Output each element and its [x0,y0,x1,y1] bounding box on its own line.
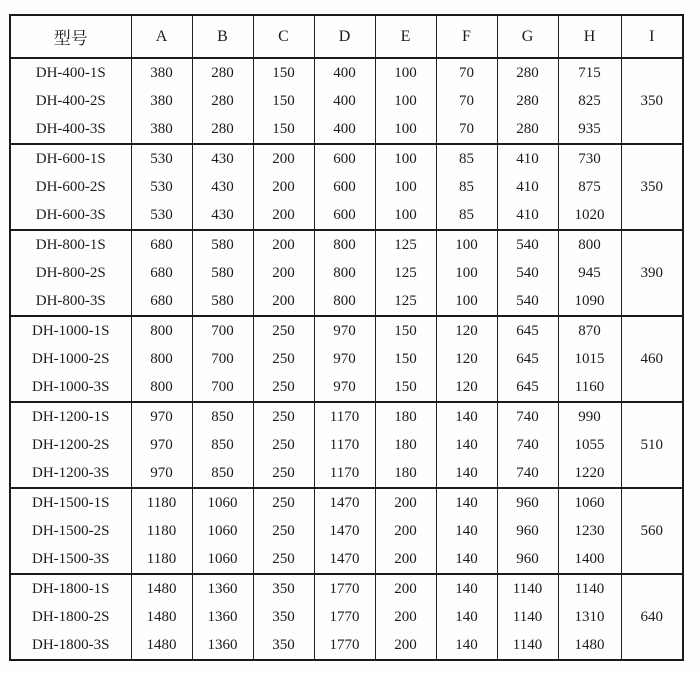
model-cell: DH-1000-2S [10,345,131,373]
table-row [10,230,683,259]
value-cell: 280 [192,115,253,144]
value-cell: 140 [436,402,497,431]
value-cell: 945 [558,259,621,287]
i-merged-value-cell: 640 [621,574,683,660]
value-cell: 1170 [314,459,375,488]
i-merged-value-cell: 510 [621,402,683,488]
table-row [10,287,683,316]
value-cell: 1140 [497,603,558,631]
value-cell: 140 [436,517,497,545]
value-cell: 960 [497,517,558,545]
value-cell: 1360 [192,631,253,660]
value-cell: 1170 [314,431,375,459]
value-cell: 85 [436,144,497,173]
value-cell: 280 [497,58,558,87]
value-cell: 350 [253,631,314,660]
value-cell: 200 [253,201,314,230]
value-cell: 1160 [558,373,621,402]
table-row [10,574,683,603]
value-cell: 100 [436,287,497,316]
value-cell: 280 [192,87,253,115]
value-cell: 140 [436,488,497,517]
value-cell: 140 [436,431,497,459]
table-row [10,402,683,431]
model-cell: DH-1500-3S [10,545,131,574]
value-cell: 1170 [314,402,375,431]
value-cell: 740 [497,402,558,431]
value-cell: 100 [375,173,436,201]
value-cell: 600 [314,144,375,173]
value-cell: 100 [375,115,436,144]
model-cell: DH-400-3S [10,115,131,144]
value-cell: 1480 [131,631,192,660]
column-header-C: C [253,15,314,58]
table-row [10,259,683,287]
model-cell: DH-1000-3S [10,373,131,402]
table-row [10,545,683,574]
value-cell: 530 [131,201,192,230]
value-cell: 280 [497,87,558,115]
value-cell: 800 [558,230,621,259]
value-cell: 850 [192,459,253,488]
value-cell: 1060 [192,545,253,574]
value-cell: 1060 [558,488,621,517]
value-cell: 1480 [131,574,192,603]
table-row [10,373,683,402]
value-cell: 150 [375,345,436,373]
model-cell: DH-400-1S [10,58,131,87]
value-cell: 250 [253,545,314,574]
value-cell: 200 [375,517,436,545]
value-cell: 960 [497,545,558,574]
value-cell: 350 [253,574,314,603]
model-cell: DH-600-1S [10,144,131,173]
model-cell: DH-400-2S [10,87,131,115]
value-cell: 1360 [192,603,253,631]
value-cell: 700 [192,373,253,402]
column-header-I: I [621,15,683,58]
table-row [10,603,683,631]
value-cell: 85 [436,201,497,230]
value-cell: 1090 [558,287,621,316]
model-cell: DH-1800-2S [10,603,131,631]
value-cell: 1470 [314,517,375,545]
value-cell: 1140 [497,631,558,660]
value-cell: 700 [192,345,253,373]
value-cell: 250 [253,459,314,488]
column-header-D: D [314,15,375,58]
table-row [10,459,683,488]
value-cell: 125 [375,287,436,316]
value-cell: 430 [192,144,253,173]
i-merged-value-cell: 350 [621,144,683,230]
model-cell: DH-1200-3S [10,459,131,488]
value-cell: 100 [436,230,497,259]
model-spec-table [9,14,684,661]
model-cell: DH-1200-2S [10,431,131,459]
value-cell: 1770 [314,574,375,603]
value-cell: 970 [314,316,375,345]
value-cell: 350 [253,603,314,631]
value-cell: 120 [436,345,497,373]
value-cell: 800 [131,345,192,373]
value-cell: 70 [436,115,497,144]
value-cell: 150 [375,316,436,345]
value-cell: 800 [314,259,375,287]
value-cell: 200 [375,488,436,517]
value-cell: 150 [375,373,436,402]
value-cell: 410 [497,173,558,201]
value-cell: 250 [253,431,314,459]
value-cell: 1020 [558,201,621,230]
value-cell: 140 [436,574,497,603]
model-cell: DH-800-2S [10,259,131,287]
table-row [10,144,683,173]
value-cell: 960 [497,488,558,517]
value-cell: 150 [253,115,314,144]
header-row [10,15,683,58]
value-cell: 250 [253,402,314,431]
value-cell: 120 [436,316,497,345]
value-cell: 580 [192,259,253,287]
i-merged-value-cell: 460 [621,316,683,402]
table-row [10,316,683,345]
value-cell: 1015 [558,345,621,373]
value-cell: 100 [375,87,436,115]
value-cell: 825 [558,87,621,115]
value-cell: 1180 [131,517,192,545]
value-cell: 970 [131,431,192,459]
value-cell: 540 [497,259,558,287]
value-cell: 400 [314,115,375,144]
value-cell: 280 [192,58,253,87]
model-cell: DH-800-3S [10,287,131,316]
value-cell: 645 [497,373,558,402]
value-cell: 1770 [314,603,375,631]
value-cell: 180 [375,402,436,431]
value-cell: 1220 [558,459,621,488]
value-cell: 600 [314,201,375,230]
value-cell: 530 [131,144,192,173]
value-cell: 540 [497,287,558,316]
table-row [10,58,683,87]
value-cell: 200 [253,287,314,316]
model-cell: DH-1200-1S [10,402,131,431]
value-cell: 70 [436,87,497,115]
value-cell: 400 [314,87,375,115]
value-cell: 120 [436,373,497,402]
value-cell: 680 [131,230,192,259]
value-cell: 600 [314,173,375,201]
table-row [10,345,683,373]
value-cell: 1060 [192,517,253,545]
value-cell: 935 [558,115,621,144]
value-cell: 1055 [558,431,621,459]
value-cell: 250 [253,316,314,345]
value-cell: 540 [497,230,558,259]
column-header-E: E [375,15,436,58]
table-row [10,631,683,660]
value-cell: 970 [314,345,375,373]
value-cell: 400 [314,58,375,87]
value-cell: 380 [131,58,192,87]
value-cell: 140 [436,603,497,631]
column-header-H: H [558,15,621,58]
value-cell: 410 [497,201,558,230]
value-cell: 730 [558,144,621,173]
value-cell: 740 [497,431,558,459]
value-cell: 645 [497,316,558,345]
value-cell: 1230 [558,517,621,545]
value-cell: 380 [131,115,192,144]
value-cell: 200 [253,173,314,201]
value-cell: 100 [375,144,436,173]
value-cell: 125 [375,230,436,259]
table-row [10,517,683,545]
value-cell: 850 [192,402,253,431]
value-cell: 200 [375,631,436,660]
value-cell: 250 [253,488,314,517]
value-cell: 125 [375,259,436,287]
value-cell: 200 [253,144,314,173]
value-cell: 970 [314,373,375,402]
value-cell: 70 [436,58,497,87]
value-cell: 1180 [131,488,192,517]
value-cell: 580 [192,287,253,316]
column-header-F: F [436,15,497,58]
value-cell: 200 [375,574,436,603]
column-header-model: 型号 [10,15,131,58]
model-cell: DH-1500-1S [10,488,131,517]
value-cell: 800 [314,230,375,259]
value-cell: 970 [131,402,192,431]
value-cell: 1060 [192,488,253,517]
value-cell: 1470 [314,488,375,517]
model-cell: DH-800-1S [10,230,131,259]
value-cell: 645 [497,345,558,373]
value-cell: 530 [131,173,192,201]
spec-table-header [10,15,683,58]
value-cell: 200 [253,259,314,287]
value-cell: 100 [436,259,497,287]
value-cell: 180 [375,431,436,459]
model-cell: DH-1800-3S [10,631,131,660]
table-row [10,431,683,459]
table-row [10,173,683,201]
value-cell: 1770 [314,631,375,660]
column-header-B: B [192,15,253,58]
i-merged-value-cell: 390 [621,230,683,316]
i-merged-value-cell: 560 [621,488,683,574]
value-cell: 850 [192,431,253,459]
value-cell: 180 [375,459,436,488]
table-row [10,87,683,115]
value-cell: 250 [253,345,314,373]
model-cell: DH-1500-2S [10,517,131,545]
value-cell: 1310 [558,603,621,631]
table-row [10,115,683,144]
value-cell: 150 [253,87,314,115]
value-cell: 85 [436,173,497,201]
value-cell: 580 [192,230,253,259]
table-row [10,488,683,517]
value-cell: 715 [558,58,621,87]
value-cell: 680 [131,287,192,316]
model-cell: DH-600-2S [10,173,131,201]
value-cell: 200 [375,545,436,574]
value-cell: 430 [192,201,253,230]
value-cell: 680 [131,259,192,287]
value-cell: 1140 [497,574,558,603]
value-cell: 200 [253,230,314,259]
value-cell: 280 [497,115,558,144]
model-cell: DH-1000-1S [10,316,131,345]
value-cell: 150 [253,58,314,87]
value-cell: 1400 [558,545,621,574]
value-cell: 875 [558,173,621,201]
column-header-A: A [131,15,192,58]
value-cell: 1140 [558,574,621,603]
value-cell: 250 [253,373,314,402]
value-cell: 800 [314,287,375,316]
value-cell: 800 [131,373,192,402]
value-cell: 800 [131,316,192,345]
value-cell: 140 [436,631,497,660]
spec-table-body [10,58,683,660]
value-cell: 100 [375,201,436,230]
value-cell: 1480 [558,631,621,660]
column-header-G: G [497,15,558,58]
value-cell: 200 [375,603,436,631]
value-cell: 380 [131,87,192,115]
value-cell: 1470 [314,545,375,574]
value-cell: 700 [192,316,253,345]
value-cell: 970 [131,459,192,488]
value-cell: 740 [497,459,558,488]
model-cell: DH-600-3S [10,201,131,230]
value-cell: 250 [253,517,314,545]
table-row [10,201,683,230]
value-cell: 410 [497,144,558,173]
value-cell: 1360 [192,574,253,603]
value-cell: 140 [436,545,497,574]
value-cell: 430 [192,173,253,201]
i-merged-value-cell: 350 [621,58,683,144]
value-cell: 990 [558,402,621,431]
value-cell: 100 [375,58,436,87]
value-cell: 1180 [131,545,192,574]
value-cell: 140 [436,459,497,488]
value-cell: 870 [558,316,621,345]
value-cell: 1480 [131,603,192,631]
model-cell: DH-1800-1S [10,574,131,603]
